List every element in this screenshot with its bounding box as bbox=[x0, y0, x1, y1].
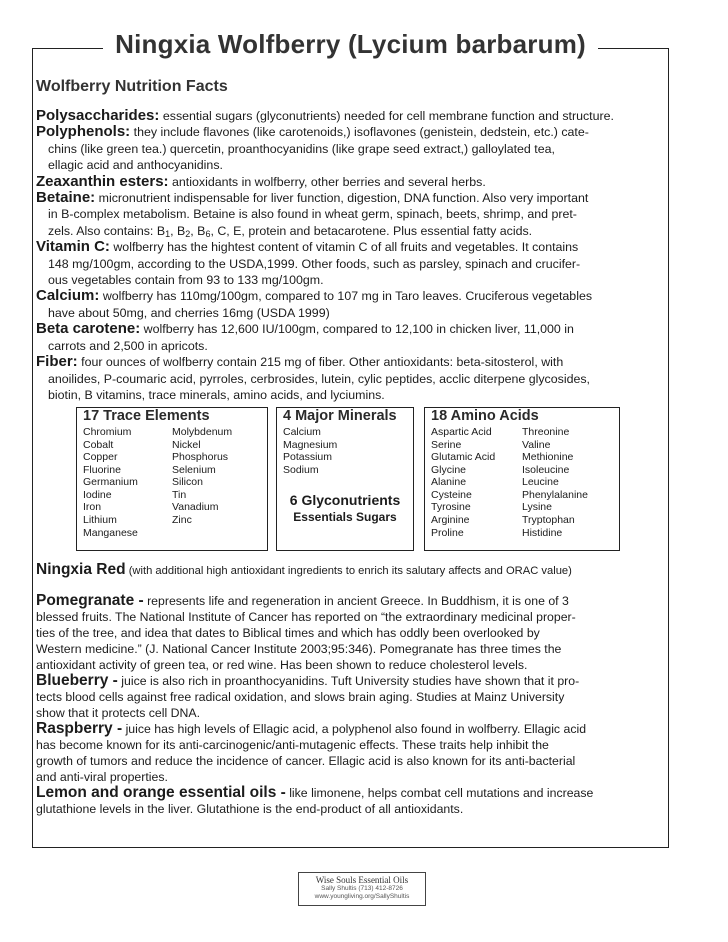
list-item: Tin bbox=[172, 488, 187, 501]
entry-head: Betaine: bbox=[36, 189, 96, 207]
facts-heading: Wolfberry Nutrition Facts bbox=[36, 78, 228, 95]
stamp-brand: Wise Souls Essential Oils bbox=[315, 875, 409, 885]
list-item: Lithium bbox=[83, 514, 117, 527]
raspberry-paragraph bbox=[36, 721, 666, 785]
entry-text: wolfberry has 110mg/100gm, compared to 107 mg in Taro leaves. Cruciferous vegetables bbox=[102, 289, 593, 304]
list-item: Molybdenum bbox=[172, 425, 233, 438]
entry-head: Polyphenols: bbox=[36, 123, 131, 141]
subscript: 2 bbox=[185, 228, 191, 239]
text-line: antioxidant activity of green tea, or red wine. Has been shown to reduce cholesterol levels. bbox=[36, 658, 528, 673]
list-item: Lysine bbox=[522, 501, 552, 514]
page-title: Ningxia Wolfberry (Lycium barbarum) bbox=[103, 29, 598, 60]
list-item: Fluorine bbox=[83, 463, 121, 476]
entry-head: Polysaccharides: bbox=[36, 107, 160, 124]
entry-betaine bbox=[36, 190, 666, 239]
list-item: Sodium bbox=[283, 463, 319, 476]
list-item: Tyrosine bbox=[431, 501, 471, 514]
subscript: 6 bbox=[205, 228, 211, 239]
list-item: Zinc bbox=[172, 514, 192, 527]
list-item: Proline bbox=[431, 526, 464, 539]
contact-stamp bbox=[298, 872, 426, 906]
list-item: Calcium bbox=[283, 425, 321, 438]
paragraph-head: Lemon and orange essential oils - bbox=[36, 784, 286, 802]
blueberry-paragraph bbox=[36, 673, 666, 721]
list-item: Silicon bbox=[172, 476, 203, 489]
entry-text: four ounces of wolfberry contain 215 mg of fiber. Other antioxidants: beta-sitosterol, with bbox=[81, 355, 564, 370]
paragraph-head: Raspberry - bbox=[36, 720, 123, 738]
text-line: juice has high levels of Ellagic acid, a polyphenol also found in wolfberry. Ellagic acid bbox=[122, 722, 587, 737]
entry-head: Fiber: bbox=[36, 353, 78, 371]
entry-text: have about 50mg, and cherries 16mg (USDA 1999) bbox=[48, 305, 330, 320]
text-frag: , B bbox=[170, 223, 186, 238]
list-item: Cysteine bbox=[431, 488, 472, 501]
entry-text: wolfberry has 12,600 IU/100gm, compared to 12,100 in chicken liver, 11,000 in bbox=[143, 322, 574, 337]
list-item: Arginine bbox=[431, 514, 470, 527]
entry-text: ellagic acid and anthocyanidins. bbox=[48, 158, 223, 173]
text-frag: , B bbox=[190, 223, 206, 238]
title-bar bbox=[32, 29, 669, 60]
text-line: has become known for its anti-carcinogenic/anti-mutagenic effects. These traits help inhibit the bbox=[36, 738, 549, 753]
entry-text: micronutrient indispensable for liver function, digestion, DNA function. Also very important bbox=[98, 191, 589, 206]
list-item: Tryptophan bbox=[522, 514, 575, 527]
entry-text: essential sugars (glyconutrients) needed for cell membrane function and structure. bbox=[162, 109, 614, 123]
list-item: Magnesium bbox=[283, 438, 338, 451]
entry-head: Calcium: bbox=[36, 287, 100, 305]
box-title: 17 Trace Elements bbox=[83, 408, 210, 425]
entry-text: chins (like green tea.) quercetin, proanthocyanidins (like grape seed extract,) galloylated tea, bbox=[48, 141, 555, 156]
list-item: Phosphorus bbox=[172, 451, 229, 464]
entry-text: in B-complex metabolism. Betaine is also found in wheat germ, spinach, beets, shrimp, and pret- bbox=[48, 207, 577, 222]
box-title: 18 Amino Acids bbox=[431, 408, 539, 425]
stamp-url: www.youngliving.org/SallyShultis bbox=[314, 893, 410, 900]
text-frag: zels. Also contains: B bbox=[48, 223, 166, 238]
entry-text: they include flavones (like carotenoids,) isoflavones (genistein, dedstein, etc.) cate- bbox=[133, 125, 589, 140]
stamp-phone: Sally Shultis (713) 412-8726 bbox=[321, 885, 403, 892]
list-item: Potassium bbox=[283, 451, 333, 464]
entry-head: Beta carotene: bbox=[36, 320, 141, 338]
list-item: Iodine bbox=[83, 488, 112, 501]
ningxia-red-text: (with additional high antioxidant ingredients to enrich its salutary affects and ORAC value) bbox=[128, 565, 572, 578]
entry-zeaxanthin bbox=[36, 174, 666, 190]
text-line: growth of tumors and reduce the incidence of cancer. Ellagic acid is also known for its anti-bacterial bbox=[36, 754, 576, 769]
text-line: tects blood cells against free radical oxidation, and slows brain aging. Studies at Mainz University bbox=[36, 690, 565, 705]
trace-elements-box bbox=[76, 407, 268, 551]
subscript: 1 bbox=[165, 228, 171, 239]
entry-text: wolfberry has the hightest content of vitamin C of all fruits and vegetables. It contains bbox=[113, 240, 579, 255]
list-item: Cobalt bbox=[83, 438, 114, 451]
text-line: juice is also rich in proanthocyanidins. Tuft University studies have shown that it pro- bbox=[117, 674, 580, 689]
list-item: Vanadium bbox=[172, 501, 219, 514]
list-item: Iron bbox=[83, 501, 102, 514]
entry-fiber bbox=[36, 354, 666, 403]
entry-text: 148 mg/100gm, according to the USDA,1999. Other foods, such as parsley, spinach and crucifer- bbox=[48, 256, 581, 271]
box-title: 4 Major Minerals bbox=[283, 408, 397, 425]
list-item: Leucine bbox=[522, 476, 559, 489]
entry-text-vitamins bbox=[36, 223, 666, 239]
glyconutrients-subtitle: Essentials Sugars bbox=[293, 509, 397, 524]
entry-polyphenols bbox=[36, 124, 666, 173]
content bbox=[36, 78, 666, 817]
entry-calcium bbox=[36, 288, 666, 321]
entry-text: antioxidants in wolfberry, other berries and several herbs. bbox=[172, 174, 486, 189]
text-line: and anti-viral properties. bbox=[36, 770, 168, 785]
list-item: Alanine bbox=[431, 476, 467, 489]
pomegranate-paragraph bbox=[36, 593, 666, 673]
list-item: Histidine bbox=[522, 526, 563, 539]
list-item: Methionine bbox=[522, 451, 574, 464]
entry-text: ous vegetables contain from 93 to 133 mg/100gm. bbox=[48, 273, 324, 288]
amino-col-1 bbox=[431, 426, 522, 539]
text-line: ties of the tree, and idea that dates to Biblical times and which has oddly been overlooked by bbox=[36, 626, 540, 641]
trace-col-1 bbox=[83, 426, 172, 539]
text-line: glutathione levels in the liver. Glutathione is the end-product of all antioxidants. bbox=[36, 802, 464, 817]
list-item: Selenium bbox=[172, 463, 216, 476]
nutrient-boxes bbox=[36, 407, 666, 555]
major-minerals-box bbox=[276, 407, 414, 551]
list-item: Isoleucine bbox=[522, 463, 570, 476]
paragraph-head: Blueberry - bbox=[36, 672, 118, 690]
entry-text: anoilides, P-coumaric acid, pyrroles, cerbrosides, lutein, cylic peptides, acclic diterpene glycosides, bbox=[48, 371, 590, 386]
list-item: Nickel bbox=[172, 438, 201, 451]
text-line: represents life and regeneration in ancient Greece. In Buddhism, it is one of 3 bbox=[143, 594, 569, 609]
amino-acids-box bbox=[424, 407, 620, 551]
amino-col-2 bbox=[522, 426, 613, 539]
lemon-orange-paragraph bbox=[36, 785, 666, 817]
list-item: Phenylalanine bbox=[522, 488, 588, 501]
entry-vitamin-c bbox=[36, 239, 666, 288]
paragraph-head: Pomegranate - bbox=[36, 592, 144, 610]
entry-beta-carotene bbox=[36, 321, 666, 354]
ningxia-red-heading: Ningxia Red bbox=[36, 561, 126, 579]
list-item: Glycine bbox=[431, 463, 467, 476]
glyconutrients-title: 6 Glyconutrients bbox=[289, 492, 401, 509]
list-item: Threonine bbox=[522, 425, 570, 438]
list-item: Manganese bbox=[83, 526, 138, 539]
entry-text: carrots and 2,500 in apricots. bbox=[48, 338, 208, 353]
text-line: show that it protects cell DNA. bbox=[36, 706, 201, 721]
text-frag: , C, E, protein and betacarotene. Plus essential fatty acids. bbox=[210, 223, 533, 238]
list-item: Germanium bbox=[83, 476, 138, 489]
list-item: Serine bbox=[431, 438, 462, 451]
text-line: blessed fruits. The National Institute of Cancer has reported on “the extraordinary medicinal proper- bbox=[36, 610, 576, 625]
entry-polysaccharides bbox=[36, 108, 666, 124]
entry-head: Vitamin C: bbox=[36, 238, 110, 256]
list-item: Aspartic Acid bbox=[431, 425, 492, 438]
list-item: Chromium bbox=[83, 425, 132, 438]
trace-col-2 bbox=[172, 426, 261, 539]
list-item: Valine bbox=[522, 438, 551, 451]
text-line: like limonene, helps combat cell mutations and increase bbox=[285, 786, 594, 801]
entry-head: Zeaxanthin esters: bbox=[36, 172, 169, 190]
text-line: Western medicine.” (J. National Cancer Institute 2003;95:346). Pomegranate has three times the bbox=[36, 642, 562, 657]
list-item: Copper bbox=[83, 451, 118, 464]
list-item: Glutamic Acid bbox=[431, 451, 496, 464]
entry-text: biotin, B vitamins, trace minerals, amino acids, and lyciumins. bbox=[48, 387, 385, 402]
ningxia-red-line bbox=[36, 561, 666, 579]
